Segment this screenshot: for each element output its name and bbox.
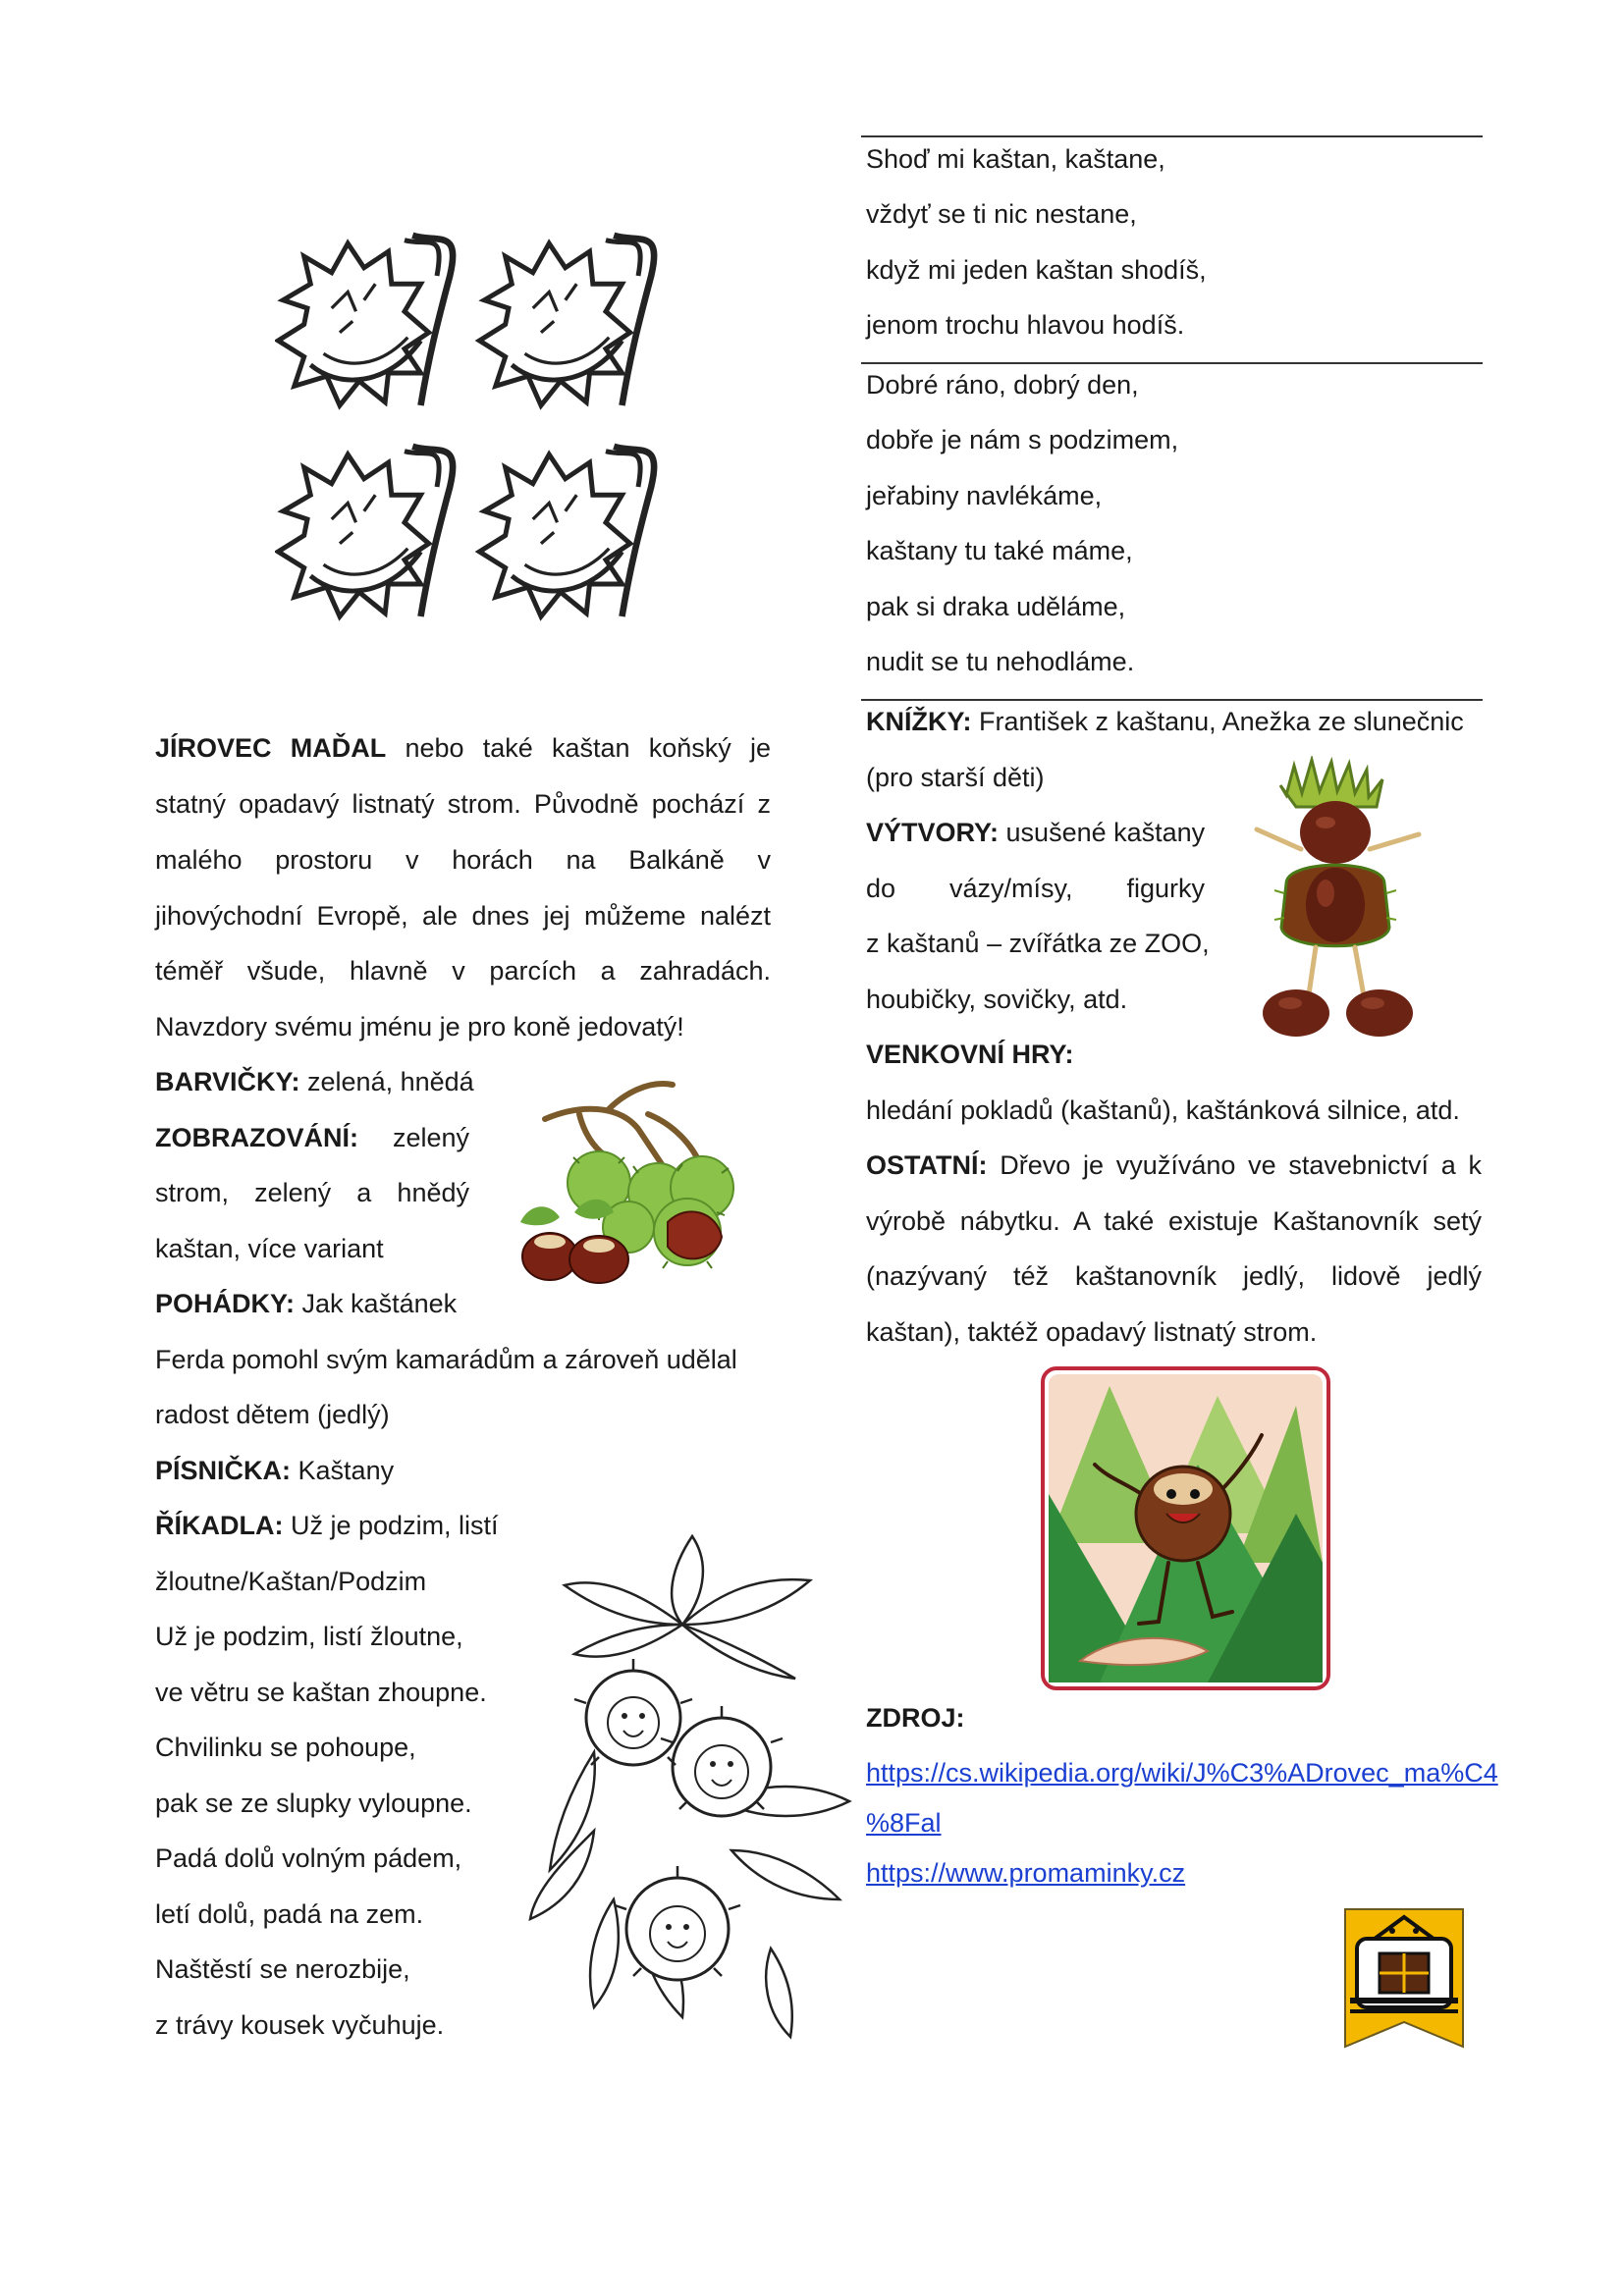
chestnut-coloring-icon	[275, 211, 663, 643]
pisnicka-line: PÍSNIČKA: Kaštany	[155, 1456, 395, 1485]
poem2-line-4: kaštany tu také máme,	[866, 536, 1133, 565]
divider-middle	[861, 362, 1483, 364]
zobrazovani-line-2: strom, zelený a hnědý	[155, 1178, 469, 1207]
divider-top	[861, 135, 1483, 137]
venkovni-label-line: VENKOVNÍ HRY:	[866, 1040, 1074, 1069]
rikadla-line-4: ve větru se kaštan zhoupne.	[155, 1678, 487, 1707]
poem2-line-2: dobře je nám s podzimem,	[866, 425, 1179, 454]
zobrazovani-line-3: kaštan, více variant	[155, 1234, 384, 1263]
poem2-line-3: jeřabiny navlékáme,	[866, 481, 1103, 510]
intro-line-1: JÍROVEC MAĎAL nebo také kaštan koňský je	[155, 733, 771, 763]
barvicky-line: BARVIČKY: zelená, hnědá	[155, 1067, 474, 1096]
rikadla-line: ŘÍKADLA: Už je podzim, listí	[155, 1511, 499, 1540]
knizky-line: KNÍŽKY: František z kaštanu, Anežka ze slunečnic	[866, 707, 1464, 736]
poem2-line-6: nudit se tu nehodláme.	[866, 647, 1135, 676]
source-link-wikipedia-line-1[interactable]: https://cs.wikipedia.org/wiki/J%C3%ADrovec_ma%C4	[866, 1758, 1498, 1788]
intro-title: JÍROVEC MAĎAL	[155, 733, 387, 763]
intro-line-4: jihovýchodní Evropě, ale dnes jej můžeme nalézt	[155, 901, 771, 931]
poem1-line-2: vždyť se ti nic nestane,	[866, 199, 1137, 229]
pohadky-line-2: Ferda pomohl svým kamarádům a zároveň udělal	[155, 1345, 737, 1374]
venkovni-line: hledání pokladů (kaštanů), kaštánková silnice, atd.	[866, 1095, 1460, 1125]
vytvory-line: VÝTVORY: usušené kaštany	[866, 818, 1206, 847]
rikadla-line-9: Naštěstí se nerozbije,	[155, 1954, 410, 1984]
poem1-line-1: Shoď mi kaštan, kaštane,	[866, 144, 1165, 174]
rikadla-line-3: Už je podzim, listí žloutne,	[155, 1622, 463, 1651]
chestnut-leaves-coloring-icon	[525, 1507, 859, 2042]
poem1-line-3: když mi jeden kaštan shodíš,	[866, 255, 1207, 285]
divider-bottom	[861, 699, 1483, 701]
vytvory-line-3: z kaštanů – zvířátka ze ZOO,	[866, 929, 1210, 958]
source-link-promaminky[interactable]: https://www.promaminky.cz	[866, 1858, 1186, 1888]
knizky-line-2: (pro starší děti)	[866, 763, 1045, 792]
zdroj-label: ZDROJ:	[866, 1703, 965, 1733]
intro-line-3: malého prostoru v horách na Balkáně v	[155, 845, 771, 875]
rikadla-line-2: žloutne/Kaštan/Podzim	[155, 1567, 427, 1596]
pohadky-line: POHÁDKY: Jak kaštánek	[155, 1289, 458, 1318]
rikadla-line-7: Padá dolů volným pádem,	[155, 1843, 462, 1873]
chestnut-figure-icon	[1247, 756, 1429, 1041]
chestnut-cartoon-icon	[1041, 1366, 1330, 1690]
poem2-line-1: Dobré ráno, dobrý den,	[866, 370, 1139, 400]
ostatni-line-4: kaštan), taktéž opadavý listnatý strom.	[866, 1317, 1318, 1347]
poem2-line-5: pak si draka uděláme,	[866, 592, 1126, 621]
zobrazovani-line-1: ZOBRAZOVÁNÍ: zelený	[155, 1123, 469, 1152]
rikadla-line-6: pak se ze slupky vyloupne.	[155, 1789, 472, 1818]
rikadla-line-10: z trávy kousek vyčuhuje.	[155, 2010, 445, 2040]
ostatni-line-2: výrobě nábytku. A také existuje Kaštanovník setý	[866, 1206, 1482, 1236]
vytvory-line-4: houbičky, sovičky, atd.	[866, 985, 1128, 1014]
poem1-line-4: jenom trochu hlavou hodíš.	[866, 310, 1185, 340]
logo-icon	[1335, 1899, 1473, 2061]
ostatni-line-3: (nazývaný též kaštanovník jedlý, lidově jedlý	[866, 1261, 1482, 1291]
pohadky-line-3: radost dětem (jedlý)	[155, 1400, 390, 1429]
chestnut-branch-icon	[501, 1065, 771, 1286]
ostatni-line: OSTATNÍ: Dřevo je využíváno ve stavebnictví a k	[866, 1150, 1482, 1180]
intro-line-5: téměř všude, hlavně v parcích a zahradách.	[155, 956, 771, 986]
rikadla-line-8: letí dolů, padá na zem.	[155, 1899, 424, 1929]
intro-line-2: statný opadavý listnatý strom. Původně pochází z	[155, 789, 771, 819]
rikadla-line-5: Chvilinku se pohoupe,	[155, 1733, 416, 1762]
source-link-wikipedia-line-2[interactable]: %8Fal	[866, 1808, 942, 1838]
vytvory-line-2: do vázy/mísy, figurky	[866, 874, 1205, 903]
intro-line-6: Navzdory svému jménu je pro koně jedovatý!	[155, 1012, 684, 1041]
